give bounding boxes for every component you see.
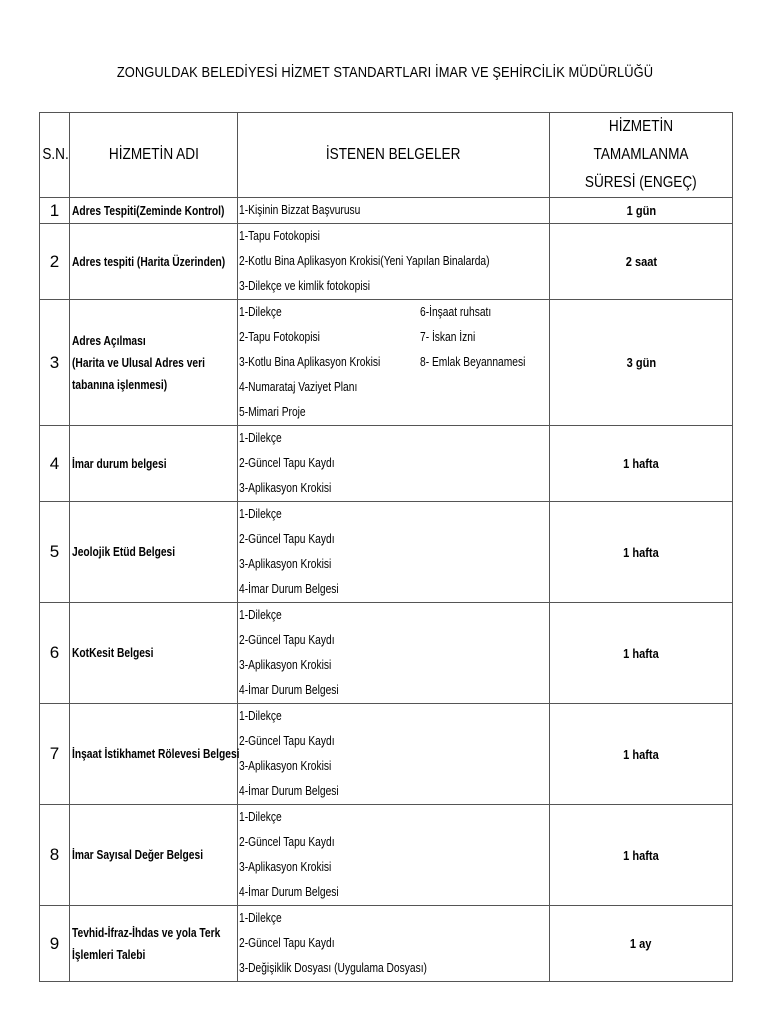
service-name bbox=[70, 906, 238, 982]
completion-time: 3 gün bbox=[550, 300, 733, 426]
document-item: 7- İskan İzni bbox=[420, 330, 476, 344]
document-item: 4-İmar Durum Belgesi bbox=[239, 683, 339, 697]
row-number: 2 bbox=[40, 224, 70, 300]
completion-time: 1 gün bbox=[550, 198, 733, 224]
row-number: 8 bbox=[40, 805, 70, 906]
service-name-line: tabanına işlenmesi) bbox=[72, 377, 168, 392]
row-number: 4 bbox=[40, 426, 70, 502]
required-documents bbox=[238, 224, 550, 300]
service-standards-table bbox=[39, 112, 733, 982]
document-item: 1-Dilekçe bbox=[239, 810, 282, 824]
table-row bbox=[40, 502, 733, 603]
completion-time: 1 hafta bbox=[550, 502, 733, 603]
document-item: 3-Kotlu Bina Aplikasyon Krokisi bbox=[239, 355, 381, 369]
header-completion-time: HİZMETİN TAMAMLANMA SÜRESİ (ENGEÇ) bbox=[550, 113, 733, 198]
documents-left-column bbox=[239, 300, 420, 425]
service-name-line: İnşaat İstikhamet Rölevesi Belgesi bbox=[72, 747, 240, 761]
document-item: 2-Güncel Tapu Kaydı bbox=[239, 456, 335, 470]
document-item: 3-Aplikasyon Krokisi bbox=[239, 557, 332, 571]
service-name bbox=[70, 603, 238, 704]
service-name-line: İşlemleri Talebi bbox=[72, 947, 146, 962]
required-documents bbox=[238, 805, 550, 906]
row-number: 6 bbox=[40, 603, 70, 704]
table-row bbox=[40, 603, 733, 704]
service-name bbox=[70, 300, 238, 426]
documents-two-columns bbox=[239, 300, 549, 425]
document-item: 3-Aplikasyon Krokisi bbox=[239, 860, 332, 874]
document-item: 2-Güncel Tapu Kaydı bbox=[239, 936, 335, 950]
document-item: 2-Güncel Tapu Kaydı bbox=[239, 734, 335, 748]
page-title: ZONGULDAK BELEDİYESİ HİZMET STANDARTLARI İMAR VE ŞEHİRCİLİK MÜDÜRLÜĞÜ bbox=[116, 64, 654, 81]
service-name-line: KotKesit Belgesi bbox=[72, 646, 154, 660]
document-item: 2-Tapu Fotokopisi bbox=[239, 330, 320, 344]
header-service-name: HİZMETİN ADI bbox=[70, 113, 238, 198]
completion-time: 1 hafta bbox=[550, 805, 733, 906]
document-item: 1-Dilekçe bbox=[239, 709, 282, 723]
document-item: 1-Tapu Fotokopisi bbox=[239, 229, 320, 243]
document-item: 4-Numarataj Vaziyet Planı bbox=[239, 380, 358, 394]
document-item: 8- Emlak Beyannamesi bbox=[420, 355, 526, 369]
document-item: 2-Kotlu Bina Aplikasyon Krokisi(Yeni Yapılan Binalarda) bbox=[239, 254, 490, 268]
document-item: 2-Güncel Tapu Kaydı bbox=[239, 532, 335, 546]
document-item: 1-Kişinin Bizzat Başvurusu bbox=[239, 203, 361, 217]
service-name-line: Tevhid-İfraz-İhdas ve yola Terk bbox=[72, 925, 221, 940]
table-row bbox=[40, 300, 733, 426]
document-item: 4-İmar Durum Belgesi bbox=[239, 784, 339, 798]
document-item: 4-İmar Durum Belgesi bbox=[239, 885, 339, 899]
document-item: 5-Mimari Proje bbox=[239, 405, 306, 419]
table-header-row bbox=[40, 113, 733, 198]
service-name-line: İmar Sayısal Değer Belgesi bbox=[72, 848, 204, 862]
document-item: 3-Dilekçe ve kimlik fotokopisi bbox=[239, 279, 371, 293]
row-number: 9 bbox=[40, 906, 70, 982]
table-row bbox=[40, 805, 733, 906]
completion-time: 1 hafta bbox=[550, 426, 733, 502]
document-item: 1-Dilekçe bbox=[239, 507, 282, 521]
service-name-line: İmar durum belgesi bbox=[72, 456, 167, 471]
header-required-documents: İSTENEN BELGELER bbox=[238, 113, 550, 198]
table-row bbox=[40, 224, 733, 300]
required-documents bbox=[238, 426, 550, 502]
document-item: 3-Değişiklik Dosyası (Uygulama Dosyası) bbox=[239, 961, 427, 975]
completion-time: 2 saat bbox=[550, 224, 733, 300]
row-number: 1 bbox=[40, 198, 70, 224]
document-item: 2-Güncel Tapu Kaydı bbox=[239, 835, 335, 849]
service-name bbox=[70, 224, 238, 300]
service-name bbox=[70, 805, 238, 906]
document-item: 1-Dilekçe bbox=[239, 911, 282, 925]
service-name bbox=[70, 502, 238, 603]
required-documents bbox=[238, 906, 550, 982]
document-item: 6-İnşaat ruhsatı bbox=[420, 305, 492, 319]
completion-time: 1 ay bbox=[550, 906, 733, 982]
service-name bbox=[70, 704, 238, 805]
table-row bbox=[40, 198, 733, 224]
document-item: 4-İmar Durum Belgesi bbox=[239, 582, 339, 596]
document-item: 3-Aplikasyon Krokisi bbox=[239, 481, 332, 495]
service-name-line: Adres tespiti (Harita Üzerinden) bbox=[72, 254, 226, 269]
document-item: 1-Dilekçe bbox=[239, 431, 282, 445]
required-documents bbox=[238, 300, 550, 426]
table-row bbox=[40, 704, 733, 805]
completion-time: 1 hafta bbox=[550, 704, 733, 805]
document-item: 2-Güncel Tapu Kaydı bbox=[239, 633, 335, 647]
document-item: 3-Aplikasyon Krokisi bbox=[239, 658, 332, 672]
required-documents bbox=[238, 603, 550, 704]
required-documents bbox=[238, 198, 550, 224]
document-item: 1-Dilekçe bbox=[239, 305, 282, 319]
service-name-line: (Harita ve Ulusal Adres veri bbox=[72, 355, 205, 370]
row-number: 5 bbox=[40, 502, 70, 603]
document-item: 3-Aplikasyon Krokisi bbox=[239, 759, 332, 773]
completion-time: 1 hafta bbox=[550, 603, 733, 704]
header-sn: S.N. bbox=[40, 113, 70, 198]
service-name-line: Jeolojik Etüd Belgesi bbox=[72, 545, 176, 559]
document-item: 1-Dilekçe bbox=[239, 608, 282, 622]
service-name-line: Adres Tespiti(Zeminde Kontrol) bbox=[72, 203, 225, 218]
required-documents bbox=[238, 704, 550, 805]
service-name-line: Adres Açılması bbox=[72, 333, 146, 348]
required-documents bbox=[238, 502, 550, 603]
service-name bbox=[70, 198, 238, 224]
service-name bbox=[70, 426, 238, 502]
table-row bbox=[40, 426, 733, 502]
row-number: 3 bbox=[40, 300, 70, 426]
row-number: 7 bbox=[40, 704, 70, 805]
table-row bbox=[40, 906, 733, 982]
documents-right-column bbox=[420, 300, 549, 425]
